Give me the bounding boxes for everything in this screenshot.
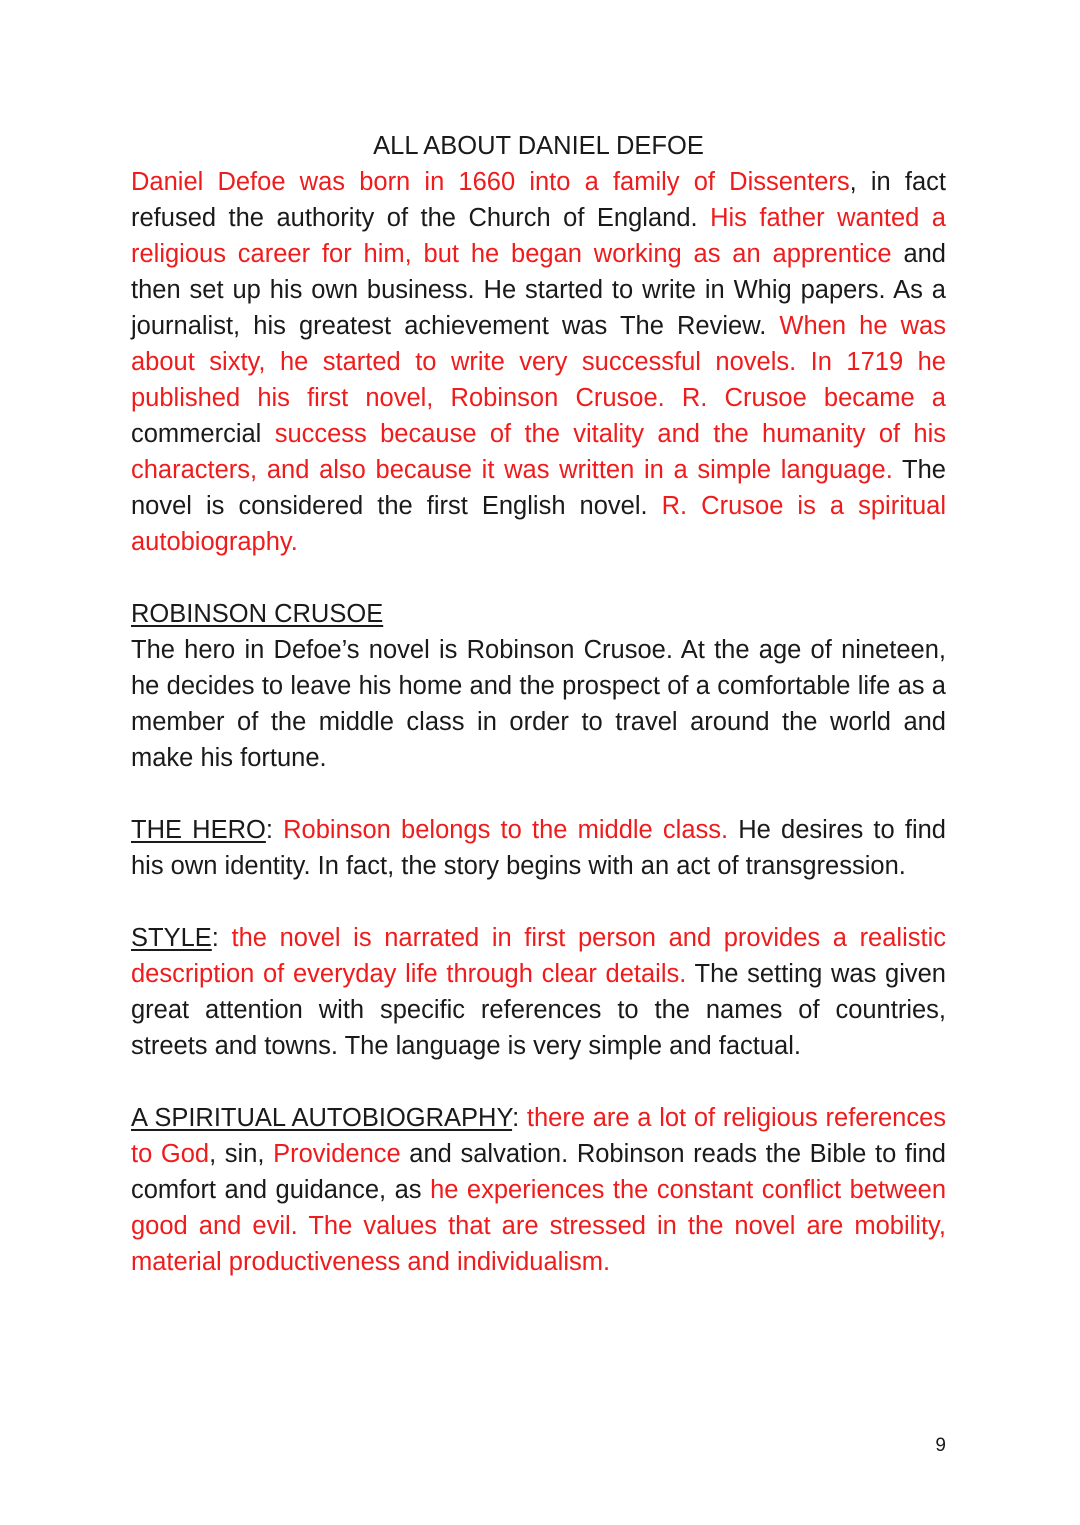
- intro-run: R. Crusoe is a spiritual autobiography.: [131, 492, 946, 556]
- page-number: 9: [935, 1435, 946, 1456]
- spiritual-run: and salvation. Robinson reads the Bible to find comfort and guidance, as: [131, 1140, 946, 1204]
- heading-colon: :: [512, 1104, 527, 1132]
- paragraph-spacer: [131, 560, 946, 596]
- section-style: [131, 920, 946, 1064]
- section-robinson-crusoe: [131, 596, 946, 776]
- section-heading-style: STYLE: [131, 924, 212, 952]
- section-the-hero: [131, 812, 946, 884]
- intro-run: His father wanted a religious career for him, but he began working as an apprentice: [131, 204, 946, 268]
- spiritual-run: there are a lot of religious references to God: [131, 1104, 946, 1168]
- paragraph-spacer: [131, 776, 946, 812]
- hero-run: Robinson belongs to the middle class.: [283, 816, 729, 844]
- intro-run: commercial: [131, 420, 275, 448]
- heading-colon: :: [265, 816, 284, 844]
- intro-run: The novel is considered the first English novel.: [131, 456, 946, 520]
- intro-run: When he was about sixty, he started to write very successful novels. In 1719 he published his first novel, Robinson Crusoe. R. Crusoe became a: [131, 312, 946, 412]
- intro-paragraph: [131, 164, 946, 560]
- section-spiritual-autobiography: [131, 1100, 946, 1280]
- document-title: ALL ABOUT DANIEL DEFOE: [373, 132, 704, 160]
- heading-colon: :: [211, 924, 232, 952]
- spiritual-run: he experiences the constant conflict between good and evil. The values that are stressed in the novel are mobility, material productiveness and individualism.: [131, 1176, 946, 1276]
- intro-run: success because of the vitality and the humanity of his characters, and also because it was written in a simple language.: [131, 420, 947, 484]
- section-heading-robinson-crusoe: ROBINSON CRUSOE: [131, 600, 384, 628]
- spiritual-run: , sin,: [209, 1140, 274, 1168]
- hero-run: He desires to find his own identity. In fact, the story begins with an act of transgression.: [131, 816, 946, 880]
- intro-run: Daniel Defoe was born in 1660 into a family of Dissenters: [131, 168, 850, 196]
- paragraph-spacer: [131, 1064, 946, 1100]
- document-page: [131, 128, 946, 1280]
- intro-run: , in fact refused the authority of the Church of England.: [131, 168, 947, 232]
- spiritual-run: Providence: [273, 1140, 401, 1168]
- section-heading-the-hero: THE HERO: [131, 816, 266, 844]
- section-heading-spiritual-autobiography: A SPIRITUAL AUTOBIOGRAPHY: [131, 1104, 513, 1132]
- robinson-paragraph: The hero in Defoe’s novel is Robinson Crusoe. At the age of nineteen, he decides to leave his home and the prospect of a comfortable life as a member of the middle class in order to travel around the world and make his fortune.: [131, 636, 946, 772]
- style-run: the novel is narrated in first person and provides a realistic description of everyday life through clear details.: [131, 924, 947, 988]
- style-run: The setting was given great attention with specific references to the names of countries, streets and towns. The language is very simple and factual.: [131, 960, 946, 1060]
- paragraph-spacer: [131, 884, 946, 920]
- intro-run: and then set up his own business. He started to write in Whig papers. As a journalist, his greatest achievement was The Review.: [131, 240, 946, 340]
